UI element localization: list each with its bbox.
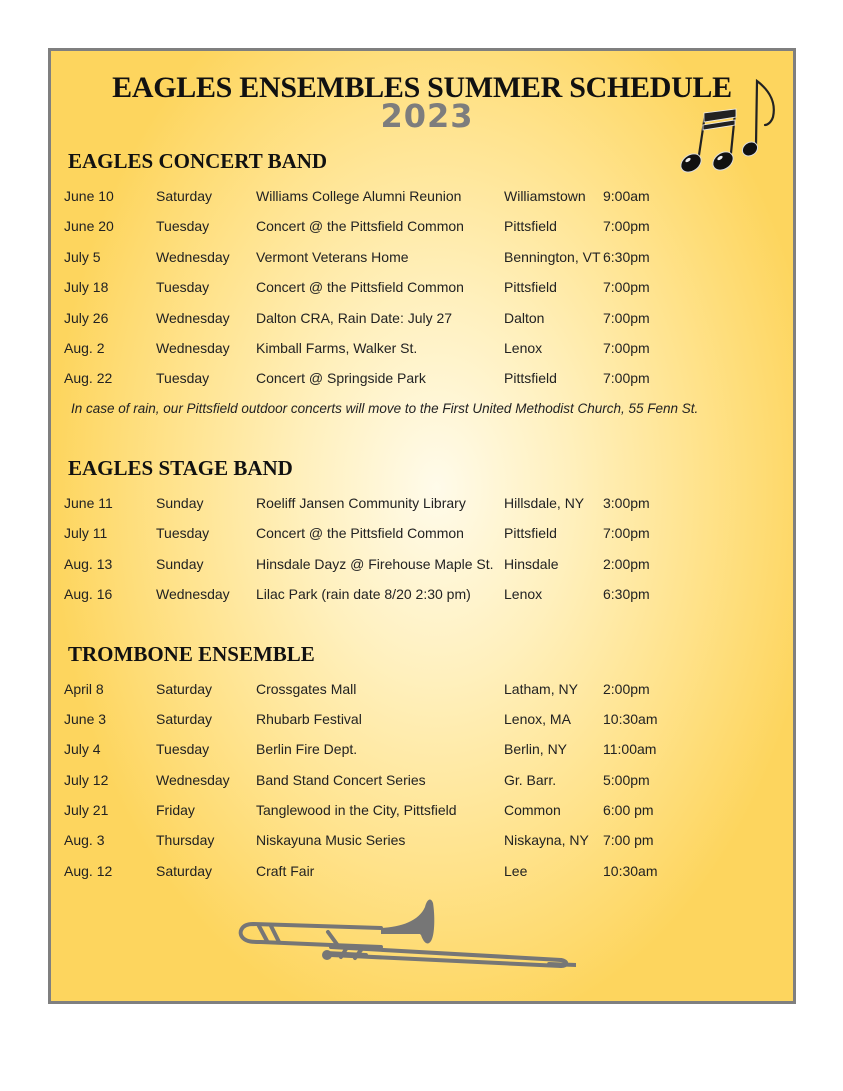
event-date: July 21 (64, 802, 109, 818)
event-place: Niskayna, NY (504, 832, 589, 848)
event-date: July 18 (64, 279, 109, 295)
event-day: Wednesday (156, 249, 230, 265)
event-date: July 11 (64, 525, 108, 541)
event-name: Crossgates Mall (256, 681, 357, 697)
event-place: Lenox, MA (504, 711, 571, 727)
event-day: Tuesday (156, 525, 210, 541)
event-time: 10:30am (603, 711, 658, 727)
section-title-concert-band: EAGLES CONCERT BAND (68, 149, 328, 173)
section-title-trombone-ensemble: TROMBONE ENSEMBLE (68, 642, 315, 666)
event-day: Saturday (156, 711, 213, 727)
event-place: Williamstown (504, 188, 586, 204)
event-date: July 4 (64, 741, 101, 757)
event-name: Niskayuna Music Series (256, 832, 406, 848)
event-name: Kimball Farms, Walker St. (256, 340, 418, 356)
event-time: 6:00 pm (603, 802, 654, 818)
event-day: Wednesday (156, 310, 230, 326)
rain-note: In case of rain, our Pittsfield outdoor concerts will move to the First United Methodist Church, 55 Fenn St. (71, 401, 699, 416)
event-name: Craft Fair (256, 863, 315, 879)
event-date: July 5 (64, 249, 101, 265)
event-name: Berlin Fire Dept. (256, 741, 358, 757)
event-place: Common (504, 802, 561, 818)
event-name: Concert @ the Pittsfield Common (256, 525, 464, 541)
trombone-icon (231, 889, 576, 974)
event-day: Friday (156, 802, 195, 818)
year-label: 2023 (380, 97, 474, 135)
event-time: 7:00pm (603, 340, 650, 356)
event-place: Pittsfield (504, 370, 557, 386)
section-title-stage-band: EAGLES STAGE BAND (68, 456, 293, 480)
event-time: 2:00pm (603, 681, 650, 697)
event-date: Aug. 22 (64, 370, 113, 386)
event-date: June 11 (64, 495, 113, 511)
event-place: Hinsdale (504, 556, 559, 572)
event-date: Aug. 13 (64, 556, 113, 572)
event-name: Vermont Veterans Home (256, 249, 409, 265)
event-day: Wednesday (156, 586, 230, 602)
event-day: Wednesday (156, 340, 230, 356)
event-time: 5:00pm (603, 772, 650, 788)
event-name: Concert @ the Pittsfield Common (256, 218, 464, 234)
event-time: 7:00pm (603, 279, 650, 295)
event-day: Thursday (156, 832, 215, 848)
event-day: Tuesday (156, 218, 210, 234)
event-date: Aug. 3 (64, 832, 105, 848)
event-date: Aug. 12 (64, 863, 113, 879)
event-time: 7:00pm (603, 525, 650, 541)
event-day: Wednesday (156, 772, 230, 788)
event-date: July 26 (64, 310, 109, 326)
event-place: Gr. Barr. (504, 772, 557, 788)
schedule-flyer (48, 48, 796, 1004)
event-date: April 8 (64, 681, 104, 697)
event-time: 10:30am (603, 863, 658, 879)
event-place: Lenox (504, 586, 543, 602)
event-place: Berlin, NY (504, 741, 568, 757)
event-date: July 12 (64, 772, 109, 788)
event-time: 6:30pm (603, 249, 650, 265)
event-day: Tuesday (156, 279, 210, 295)
event-day: Sunday (156, 495, 204, 511)
event-day: Saturday (156, 863, 213, 879)
event-date: June 3 (64, 711, 107, 727)
music-notes-icon (661, 73, 781, 183)
event-place: Latham, NY (504, 681, 578, 697)
event-name: Concert @ the Pittsfield Common (256, 279, 464, 295)
event-day: Tuesday (156, 741, 210, 757)
event-place: Hillsdale, NY (504, 495, 585, 511)
event-time: 7:00 pm (603, 832, 654, 848)
event-name: Lilac Park (rain date 8/20 2:30 pm) (256, 586, 471, 602)
event-name: Hinsdale Dayz @ Firehouse Maple St. (256, 556, 494, 572)
event-name: Rhubarb Festival (256, 711, 362, 727)
event-date: Aug. 2 (64, 340, 105, 356)
event-place: Lenox (504, 340, 543, 356)
event-time: 7:00pm (603, 370, 650, 386)
event-name: Concert @ Springside Park (256, 370, 426, 386)
event-time: 9:00am (603, 188, 650, 204)
event-day: Saturday (156, 188, 213, 204)
event-date: June 20 (64, 218, 114, 234)
event-time: 7:00pm (603, 218, 650, 234)
event-date: Aug. 16 (64, 586, 113, 602)
event-place: Bennington, VT (504, 249, 601, 265)
event-time: 2:00pm (603, 556, 650, 572)
event-place: Pittsfield (504, 279, 557, 295)
event-name: Tanglewood in the City, Pittsfield (256, 802, 457, 818)
event-day: Tuesday (156, 370, 210, 386)
event-date: June 10 (64, 188, 114, 204)
event-place: Pittsfield (504, 218, 557, 234)
event-name: Williams College Alumni Reunion (256, 188, 462, 204)
event-time: 6:30pm (603, 586, 650, 602)
event-day: Sunday (156, 556, 204, 572)
event-place: Pittsfield (504, 525, 557, 541)
event-time: 11:00am (603, 741, 657, 757)
event-name: Band Stand Concert Series (256, 772, 426, 788)
event-day: Saturday (156, 681, 213, 697)
event-time: 7:00pm (603, 310, 650, 326)
event-place: Dalton (504, 310, 545, 326)
page-title: EAGLES ENSEMBLES SUMMER SCHEDULE (112, 71, 732, 104)
event-time: 3:00pm (603, 495, 650, 511)
event-name: Roeliff Jansen Community Library (256, 495, 466, 511)
event-place: Lee (504, 863, 528, 879)
event-name: Dalton CRA, Rain Date: July 27 (256, 310, 453, 326)
